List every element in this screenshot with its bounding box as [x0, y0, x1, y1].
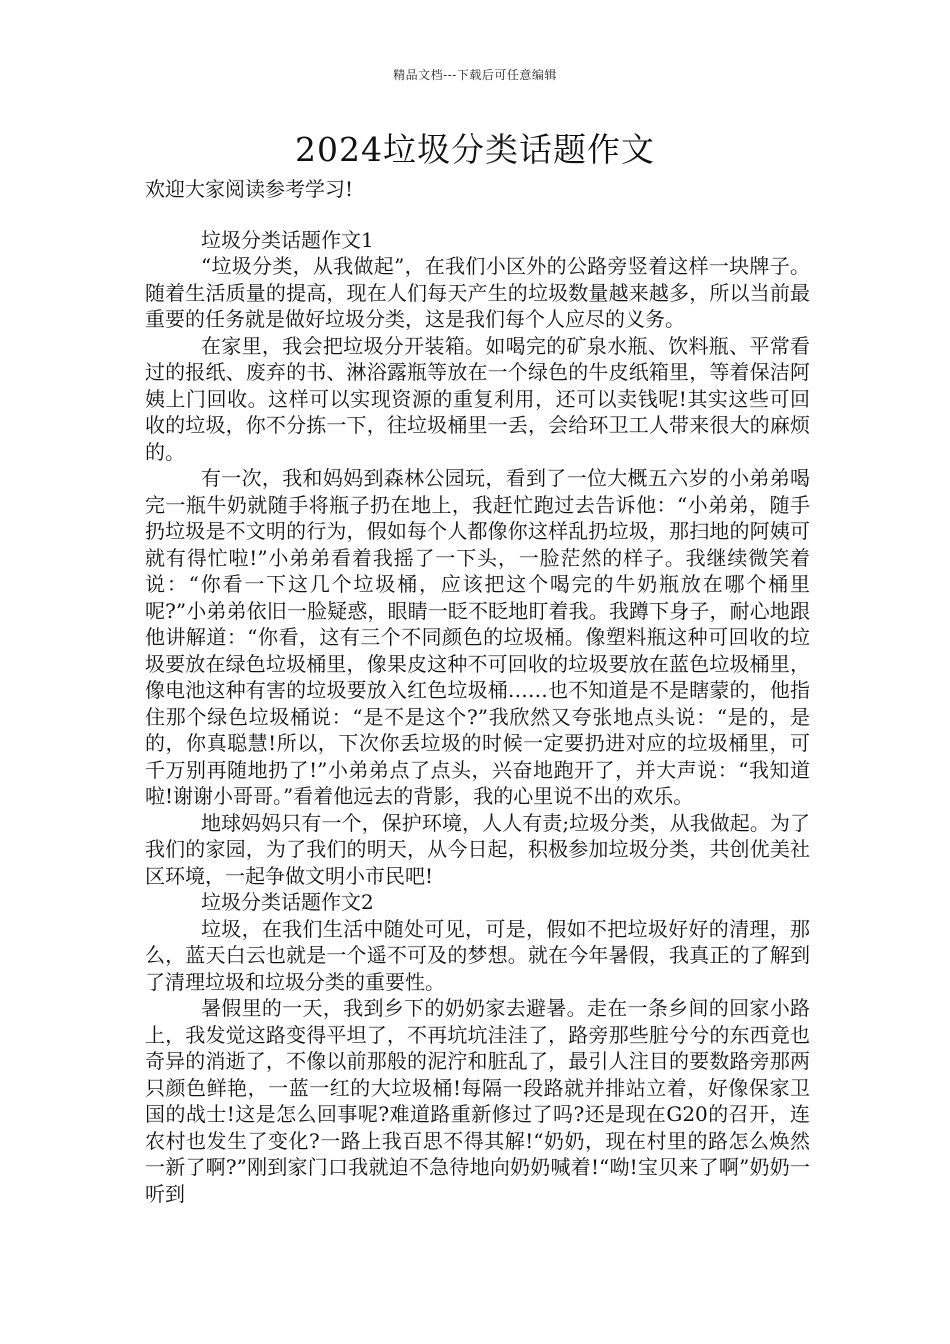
paragraph: “垃圾分类，从我做起”，在我们小区外的公路旁竖着这样一块牌子。随着生活质量的提高，现在人们每天产生的垃圾数量越来越多，所以当前最重要的任务就是做好垃圾分类，这是我们每个人应尽的义务。 — [145, 254, 810, 331]
paragraph: 有一次，我和妈妈到森林公园玩，看到了一位大概五六岁的小弟弟喝完一瓶牛奶就随手将瓶子扔在地上，我赶忙跑过去告诉他：“小弟弟，随手扔垃圾是不文明的行为，假如每个人都像你这样乱扔垃圾，那扫地的阿姨可就有得忙啦!”小弟弟看着我摇了一下头，一脸茫然的样子。我继续微笑着说：“你看一下这几个垃圾桶，应该把这个喝完的牛奶瓶放在哪个桶里呢?”小弟弟依旧一脸疑惑，眼睛一眨不眨地盯着我。我蹲下身子，耐心地跟他讲解道：“你看，这有三个不同颜色的垃圾桶。像塑料瓶这种可回收的垃圾要放在绿色垃圾桶里，像果皮这种不可回收的垃圾要放在蓝色垃圾桶里，像电池这种有害的垃圾要放入红色垃圾桶……也不知道是不是瞎蒙的，他指住那个绿色垃圾桶说：“是不是这个?”我欣然又夸张地点头说：“是的，是的，你真聪慧!所以，下次你丢垃圾的时候一定要扔进对应的垃圾桶里，可千万别再随地扔了!”小弟弟点了点头，兴奋地跑开了，并大声说：“我知道啦!谢谢小哥哥。”看着他远去的背影，我的心里说不出的欢乐。 — [145, 466, 810, 808]
header-note: 精品文档---下载后可任意编辑 — [393, 68, 557, 82]
paragraph: 垃圾，在我们生活中随处可见，可是，假如不把垃圾好好的清理，那么，蓝天白云也就是一个遥不可及的梦想。就在今年暑假，我真正的了解到了清理垃圾和垃圾分类的重要性。 — [145, 916, 810, 994]
paragraph: 暑假里的一天，我到乡下的奶奶家去避暑。走在一条乡间的回家小路上，我发觉这路变得平坦了，不再坑坑洼洼了，路旁那些脏兮兮的东西竟也奇异的消逝了，不像以前那般的泥泞和脏乱了，最引人注目的要数路旁那两只颜色鲜艳，一蓝一红的大垃圾桶!每隔一段路就并排站立着，好像保家卫国的战士!这是怎么回事呢?难道路重新修过了吗?还是现在G20的召开，连农村也发生了变化?一路上我百思不得其解!“奶奶，现在村里的路怎么焕然一新了啊?”刚到家门口我就迫不急待地向奶奶喊着!“呦!宝贝来了啊”奶奶一听到 — [145, 996, 810, 1206]
welcome-line: 欢迎大家阅读参考学习! — [145, 177, 354, 201]
section-heading-2: 垃圾分类话题作文2 — [201, 890, 374, 914]
document-title: 2024垃圾分类话题作文 — [295, 130, 655, 169]
paragraph: 在家里，我会把垃圾分开装箱。如喝完的矿泉水瓶、饮料瓶、平常看过的报纸、废弃的书、淋浴露瓶等放在一个绿色的牛皮纸箱里，等着保洁阿姨上门回收。这样可以实现资源的重复利用，还可以卖钱呢!其实这些可回收的垃圾，你不分拣一下，往垃圾桶里一丢，会给环卫工人带来很大的麻烦的。 — [145, 333, 810, 464]
paragraph: 地球妈妈只有一个，保护环境，人人有责;垃圾分类，从我做起。为了我们的家园，为了我们的明天，从今日起，积极参加垃圾分类，共创优美社区环境，一起争做文明小市民吧! — [145, 810, 810, 888]
section-heading-1: 垃圾分类话题作文1 — [201, 227, 374, 252]
document-body — [145, 176, 810, 1207]
